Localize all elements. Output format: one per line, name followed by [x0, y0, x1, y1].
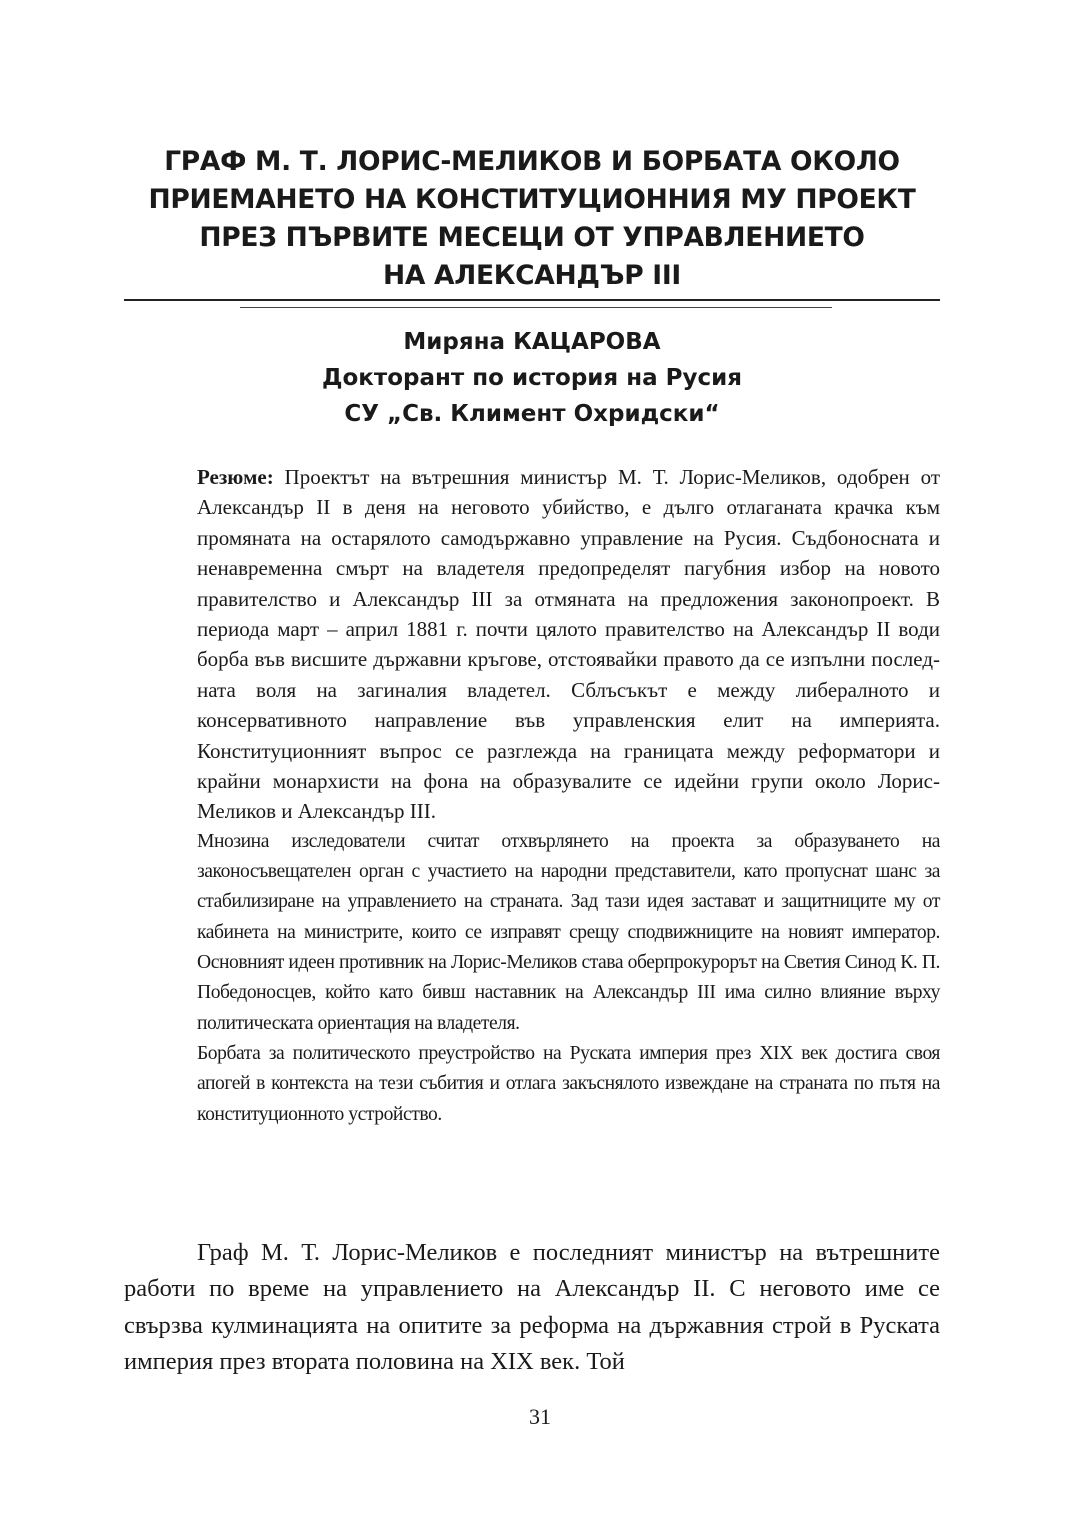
- body-text: [124, 1235, 940, 1380]
- title-line: ПРИЕМАНЕТО НА КОНСТИТУЦИОННИЯ МУ ПРОЕКТ: [148, 184, 916, 215]
- article-title: [124, 143, 940, 295]
- title-line: НА АЛЕКСАНДЪР III: [383, 260, 681, 291]
- abstract-label: Резюме:: [197, 465, 274, 489]
- author-position: Докторант по история на Русия: [322, 365, 742, 391]
- abstract-paragraph-text: Проектът на вътрешния министър М. Т. Лорис-Меликов, одобрен от Александър II в деня на неговото убийство, е дълго отлаганата крачка към промяната на остарялото самодържавно управление на Русия. Съдбоносната и ненавременна смърт на владетеля предопределят пагубния избор на новото правителство и Александър III за отмяната на предложения законопроект. В периода март – април 1881 г. почти цялото правителство на Александър II води борба във висшите държавни кръгове, отстоявайки правото да се изпълни последната воля на загиналия владетел. Сблъсъкът е между либералното и консервативното направление във управленския елит на империята. Конституционният въпрос се разглежда на границата между реформатори и крайни монархисти на фона на образувалите се идейни групи около Лорис-Меликов и Александър III.: [197, 465, 940, 824]
- author-block: [124, 324, 940, 432]
- abstract-paragraph: Мнозина изследователи считат отхвърлянето на проекта за образуването на законосъвещателен орган с участието на народни представители, като пропуснат шанс за стабилизиране на управлението на страната. Зад тази идея застават и защитниците му от кабинета на министрите, които се изправят срещу сподвижниците на новият император. Основният идеен противник на Лорис-Меликов става оберпрокурорът на Светия Синод К. П. Победоносцев, който като бивш наставник на Александър III има силно влияние върху политическата ориентация на владетеля.: [197, 830, 940, 1034]
- page-number: 31: [529, 1404, 551, 1429]
- abstract-paragraph: Борбата за политическото преустройство на Руската империя през XIX век достига своя апогей в контекста на тези събития и отлага закъснялото извеждане на страната по пътя на конституционното устройство.: [197, 1042, 940, 1125]
- body-paragraph: Граф М. Т. Лорис-Меликов е последният министър на вътрешните работи по време на управлението на Александър II. С неговото име се свързва кулминацията на опитите за реформа на държавния строй в Руската империя през втората половина на XIX век. Той: [124, 1239, 940, 1375]
- author-affiliation: СУ „Св. Климент Охридски“: [344, 401, 720, 427]
- title-line: ПРЕЗ ПЪРВИТЕ МЕСЕЦИ ОТ УПРАВЛЕНИЕТО: [199, 222, 865, 253]
- abstract-paragraph: [197, 462, 940, 827]
- title-divider-thin: [240, 307, 832, 308]
- abstract: [197, 462, 940, 1130]
- title-divider-thick: [124, 299, 940, 301]
- title-line: ГРАФ М. Т. ЛОРИС-МЕЛИКОВ И БОРБАТА ОКОЛО: [164, 146, 900, 177]
- author-name: Миряна КАЦАРОВА: [403, 329, 661, 355]
